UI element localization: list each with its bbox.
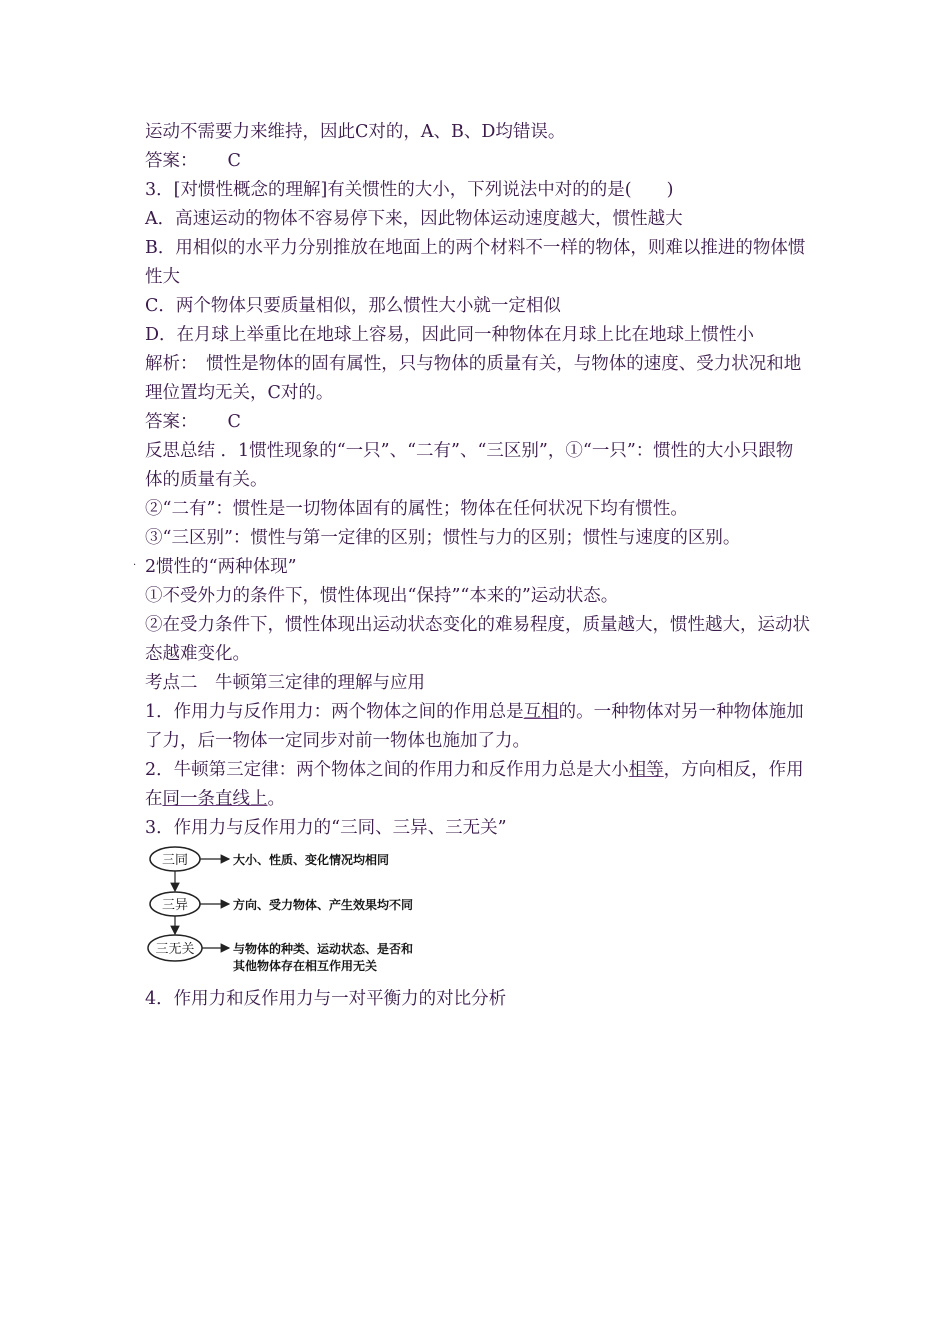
node-label-1: 三同 (161, 853, 189, 868)
desc-3a: 与物体的种类、运动状态、是否和 (233, 942, 414, 956)
question-3: 3．[对惯性概念的理解]有关惯性的大小，下列说法中对的的是( ) (145, 180, 674, 200)
reflection-item-2: ②“二有”：惯性是一切物体固有的属性；物体在任何状况下均有惯性。 (145, 499, 688, 519)
diagram-svg (145, 842, 445, 977)
three-relations-diagram (145, 842, 445, 977)
point-1-text: 1．作用力与反作用力：两个物体之间的作用总是 (145, 702, 524, 722)
answer-line-2 (145, 408, 810, 437)
reflection-summary: 反思总结 ．1惯性现象的“一只”、“二有”、“三区别”，①“一只”：惯性的大小只跟物体的质量有关。 (145, 441, 794, 490)
underlined-term: 同一条直线上 (162, 789, 268, 809)
manifestation-2: ②在受力条件下，惯性体现出运动状态变化的难易程度，质量越大，惯性越大，运动状态越难变化。 (145, 615, 810, 664)
point-2-text: ，方向相反，作用在 (145, 760, 804, 809)
node-label-2: 三异 (161, 898, 189, 913)
desc-3b: 其他物体存在相互作用无关 (233, 959, 378, 973)
desc-2: 方向、受力物体、产生效果均不同 (233, 898, 414, 912)
answer-label: 答案： (145, 151, 198, 171)
answer-label: 答案： (145, 412, 198, 432)
answer-value: C (227, 412, 241, 432)
desc-1: 大小、性质、变化情况均相同 (233, 853, 390, 867)
option-a: A．高速运动的物体不容易停下来，因此物体运动速度越大，惯性越大 (145, 209, 683, 229)
section-heading-kd2: 考点二 牛顿第三定律的理解与应用 (145, 673, 425, 693)
point-2-text: 2．牛顿第三定律：两个物体之间的作用力和反作用力总是大小 (145, 760, 629, 780)
two-manifestations-heading: 2惯性的“两种体现” (145, 557, 297, 577)
document-body (145, 118, 810, 843)
document-body-tail (145, 985, 810, 1014)
point-1 (145, 698, 810, 756)
point-2-text: 。 (267, 789, 285, 809)
answer-value: C (227, 151, 241, 171)
underlined-term: 相等 (628, 760, 664, 780)
option-c: C．两个物体只要质量相似，那么惯性大小就一定相似 (145, 296, 561, 316)
point-4: 4．作用力和反作用力与一对平衡力的对比分析 (145, 989, 507, 1009)
stray-dot-marker: · (133, 560, 137, 571)
underlined-term: 互相 (523, 702, 559, 722)
point-3: 3．作用力与反作用力的“三同、三异、三无关” (145, 818, 507, 838)
explanation: 解析： 惯性是物体的固有属性，只与物体的质量有关，与物体的速度、受力状况和地理位置均无关，C对的。 (145, 354, 802, 403)
option-b: B．用相似的水平力分别推放在地面上的两个材料不一样的物体，则难以推进的物体惯性大 (145, 238, 806, 287)
option-d: D．在月球上举重比在地球上容易，因此同一种物体在月球上比在地球上惯性小 (145, 325, 755, 345)
reflection-item-3: ③“三区别”：惯性与第一定律的区别；惯性与力的区别；惯性与速度的区别。 (145, 528, 741, 548)
answer-line-1 (145, 147, 810, 176)
paragraph-conclusion: 运动不需要力来维持，因此C对的，A、B、D均错误。 (145, 122, 566, 142)
point-1-text: 的。一种物体对另一种物体施加了力，后一物体一定同步对前一物体也施加了力。 (145, 702, 804, 751)
node-label-3: 三无关 (155, 942, 195, 957)
point-2 (145, 756, 810, 814)
manifestation-1: ①不受外力的条件下，惯性体现出“保持”“本来的”运动状态。 (145, 586, 619, 606)
